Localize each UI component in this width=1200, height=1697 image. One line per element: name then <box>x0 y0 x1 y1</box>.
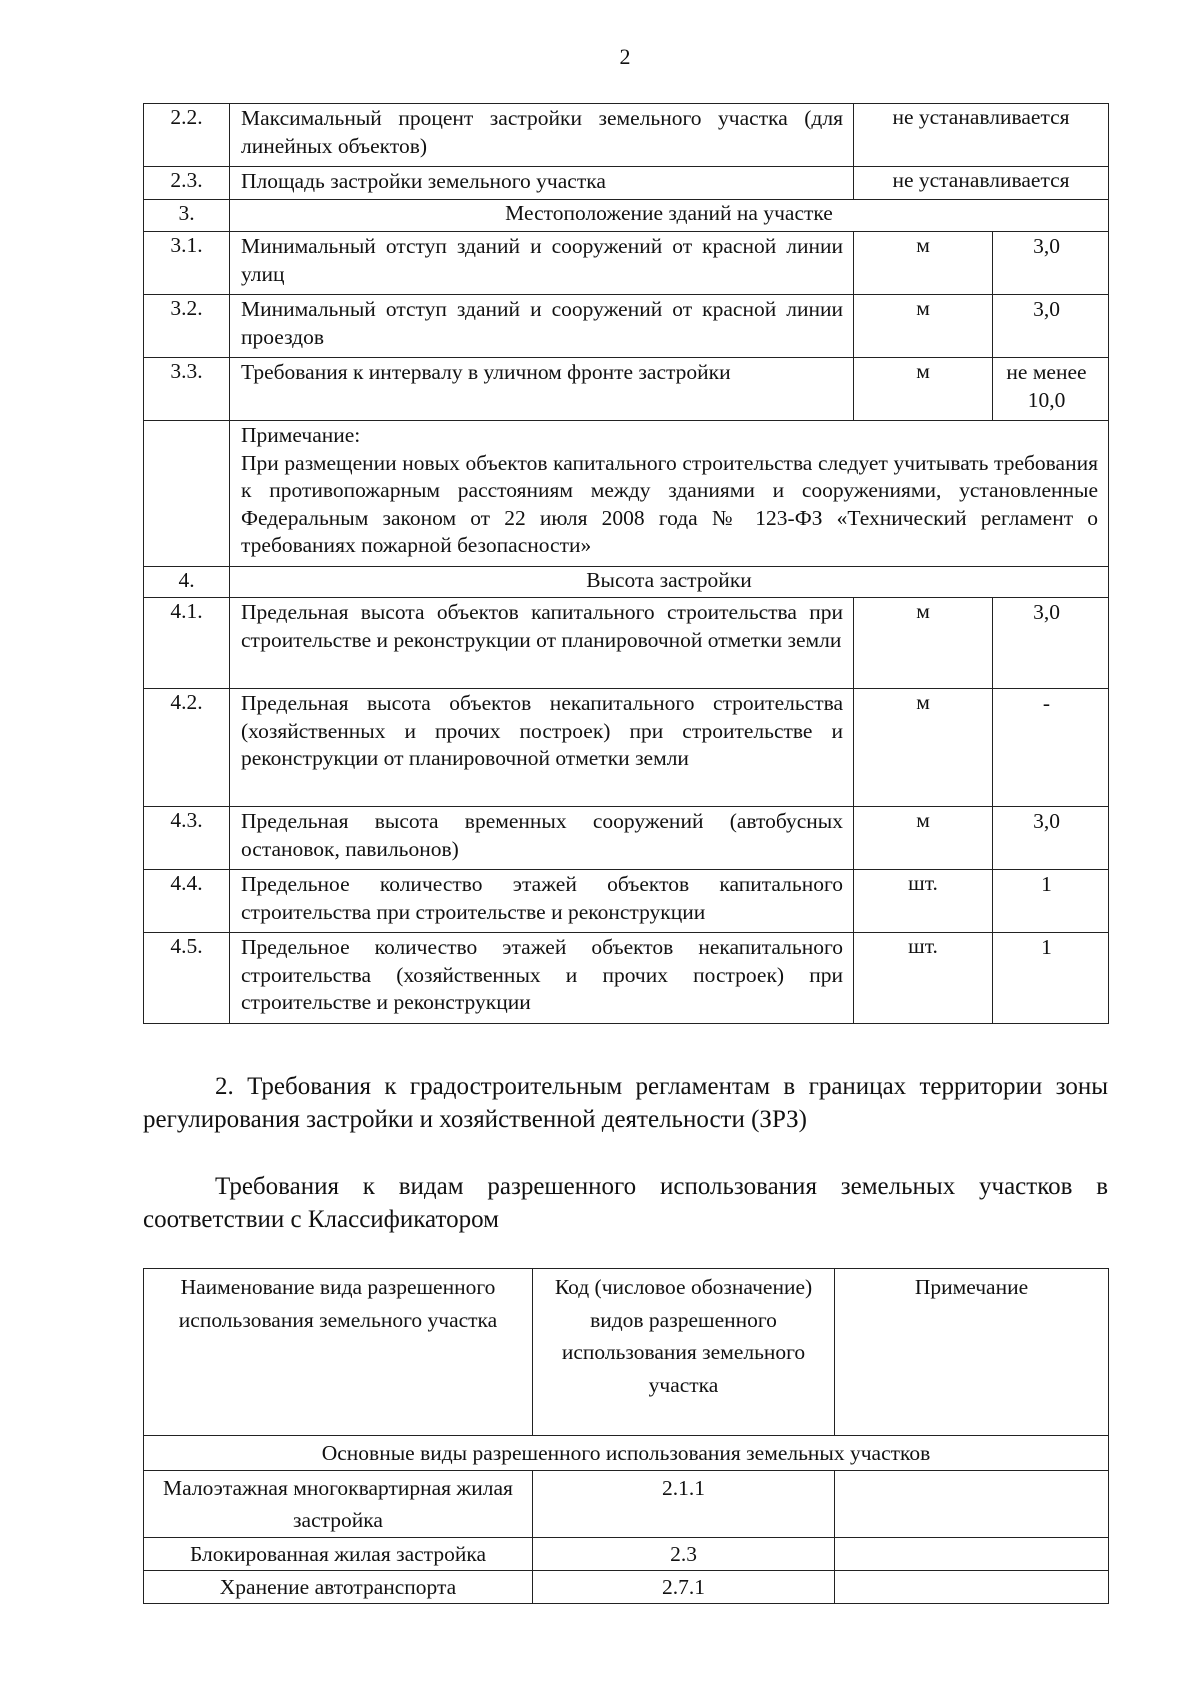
note-row <box>144 421 1109 567</box>
table-row <box>144 358 1109 421</box>
row-unit: шт. <box>854 933 993 1024</box>
section-title: Основные виды разрешенного использования земельных участков <box>144 1436 1109 1471</box>
row-description: Предельное количество этажей объектов капитального строительства при строительстве и реконструкции <box>230 870 854 933</box>
column-header: Примечание <box>835 1269 1109 1436</box>
table-row <box>144 807 1109 870</box>
row-value: не устанавливается <box>854 104 1109 167</box>
table-row <box>144 1571 1109 1604</box>
row-number: 3. <box>144 200 230 232</box>
row-description: Предельное количество этажей объектов некапитального строительства (хозяйственных и прочих построек) при строительстве и реконструкции <box>230 933 854 1024</box>
section-row <box>144 1436 1109 1471</box>
row-value: не устанавливается <box>854 167 1109 200</box>
table-row <box>144 104 1109 167</box>
row-description: Требования к интервалу в уличном фронте застройки <box>230 358 854 421</box>
table-header-row <box>144 1269 1109 1436</box>
row-number: 3.3. <box>144 358 230 421</box>
row-value: 3,0 <box>993 807 1109 870</box>
row-code: 2.1.1 <box>533 1471 835 1538</box>
row-value: 3,0 <box>993 295 1109 358</box>
row-number: 3.1. <box>144 232 230 295</box>
row-code: 2.3 <box>533 1538 835 1571</box>
row-number <box>144 421 230 567</box>
section-row <box>144 200 1109 232</box>
page-number: 2 <box>619 44 631 69</box>
row-description: Площадь застройки земельного участка <box>230 167 854 200</box>
section-heading-text: 2. Требования к градостроительным регламентам в границах территории зоны регулирования застройки и хозяйственной деятельности (ЗРЗ) <box>143 1073 1108 1133</box>
row-note <box>835 1471 1109 1538</box>
section-title: Местоположение зданий на участке <box>230 200 1109 232</box>
row-name: Блокированная жилая застройка <box>144 1538 533 1571</box>
row-description: Предельная высота временных сооружений (автобусных остановок, павильонов) <box>230 807 854 870</box>
table-row <box>144 167 1109 200</box>
note-text: При размещении новых объектов капитального строительства следует учитывать требования к противопожарным расстояниям между зданиями и сооружениями, установленные Федеральным законом от 22 июля 2008 года № 123-ФЗ «Технический регламент о требованиях пожарной безопасности» <box>241 450 1098 557</box>
row-unit: м <box>854 598 993 689</box>
section-row <box>144 567 1109 598</box>
row-number: 4. <box>144 567 230 598</box>
table-row <box>144 689 1109 807</box>
row-value: - <box>993 689 1109 807</box>
row-number: 4.1. <box>144 598 230 689</box>
subsection-heading-text: Требования к видам разрешенного использования земельных участков в соответствии с Классификатором <box>143 1173 1108 1233</box>
row-name: Малоэтажная многоквартирная жилая застройка <box>144 1471 533 1538</box>
row-number: 2.2. <box>144 104 230 167</box>
row-value: 1 <box>993 933 1109 1024</box>
row-description: Минимальный отступ зданий и сооружений от красной линии проездов <box>230 295 854 358</box>
table-row <box>144 295 1109 358</box>
row-number: 2.3. <box>144 167 230 200</box>
table-row <box>144 1471 1109 1538</box>
row-description: Предельная высота объектов капитального строительства при строительстве и реконструкции от планировочной отметки земли <box>230 598 854 689</box>
row-unit: м <box>854 358 993 421</box>
note-cell <box>230 421 1109 567</box>
row-number: 4.5. <box>144 933 230 1024</box>
row-unit: м <box>854 232 993 295</box>
column-header: Код (числовое обозначение) видов разрешенного использования земельного участка <box>533 1269 835 1436</box>
row-description: Максимальный процент застройки земельного участка (для линейных объектов) <box>230 104 854 167</box>
table-row <box>144 232 1109 295</box>
parameters-table <box>143 103 1109 1024</box>
column-header: Наименование вида разрешенного использования земельного участка <box>144 1269 533 1436</box>
row-name: Хранение автотранспорта <box>144 1571 533 1604</box>
row-value: 3,0 <box>993 598 1109 689</box>
land-use-table <box>143 1268 1109 1604</box>
row-description: Минимальный отступ зданий и сооружений от красной линии улиц <box>230 232 854 295</box>
row-value: 3,0 <box>993 232 1109 295</box>
row-number: 3.2. <box>144 295 230 358</box>
section-title: Высота застройки <box>230 567 1109 598</box>
subsection-heading <box>143 1170 1108 1236</box>
section-heading <box>143 1070 1108 1136</box>
row-value: не менее 10,0 <box>993 358 1109 421</box>
row-number: 4.4. <box>144 870 230 933</box>
table-row <box>144 1538 1109 1571</box>
row-description: Предельная высота объектов некапитального строительства (хозяйственных и прочих построек) при строительстве и реконструкции от планировочной отметки земли <box>230 689 854 807</box>
row-unit: м <box>854 689 993 807</box>
row-value: 1 <box>993 870 1109 933</box>
table-row <box>144 598 1109 689</box>
note-title: Примечание: <box>241 423 361 447</box>
table-row <box>144 933 1109 1024</box>
row-code: 2.7.1 <box>533 1571 835 1604</box>
row-unit: м <box>854 295 993 358</box>
row-note <box>835 1538 1109 1571</box>
row-unit: м <box>854 807 993 870</box>
row-number: 4.3. <box>144 807 230 870</box>
table-row <box>144 870 1109 933</box>
row-note <box>835 1571 1109 1604</box>
row-number: 4.2. <box>144 689 230 807</box>
row-unit: шт. <box>854 870 993 933</box>
